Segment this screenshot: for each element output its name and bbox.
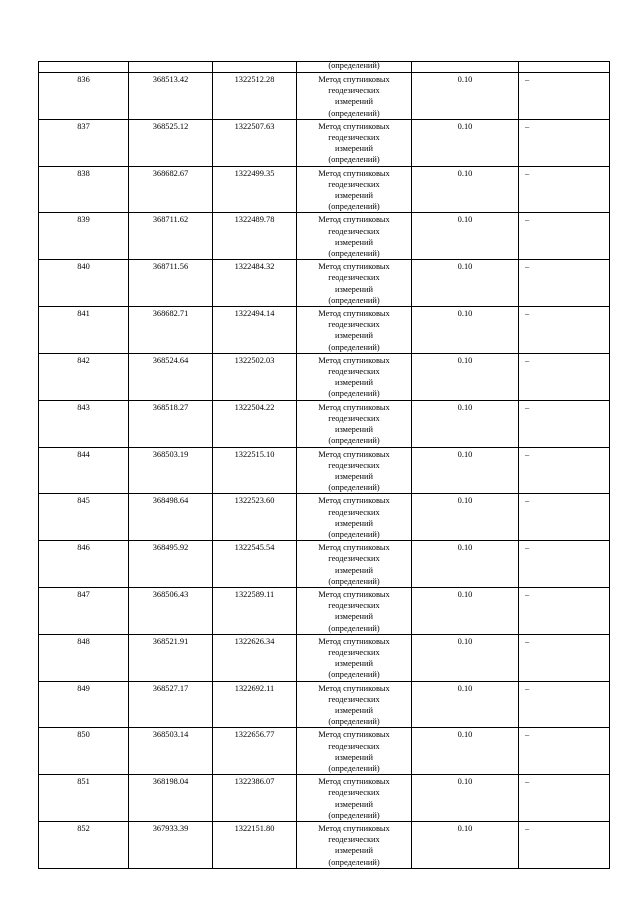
cell-precision (412, 62, 519, 73)
cell-note: – (519, 307, 610, 354)
cell-point-number: 840 (39, 260, 129, 307)
method-line: измерений (334, 471, 374, 481)
cell-method (297, 822, 412, 869)
method-line: измерений (334, 331, 374, 341)
cell-precision: 0.10 (412, 587, 519, 634)
cell-note (519, 62, 610, 73)
cell-x: 368525.12 (129, 119, 213, 166)
cell-note: – (519, 541, 610, 588)
table-row (39, 728, 610, 775)
cell-note: – (519, 681, 610, 728)
cell-note: – (519, 119, 610, 166)
cell-point-number: 836 (39, 73, 129, 120)
method-line: Метод спутниковых (318, 309, 390, 319)
cell-point-number: 847 (39, 587, 129, 634)
method-line: (определений) (328, 483, 380, 493)
method-line: Метод спутниковых (318, 75, 390, 84)
method-line: геодезических (328, 413, 380, 423)
method-line: Метод спутниковых (318, 824, 390, 833)
cell-note: – (519, 73, 610, 120)
cell-precision: 0.10 (412, 634, 519, 681)
cell-x: 368503.14 (129, 728, 213, 775)
cell-precision: 0.10 (412, 728, 519, 775)
cell-precision: 0.10 (412, 119, 519, 166)
cell-point-number: 852 (39, 822, 129, 869)
method-line: (определений) (328, 436, 380, 446)
table-row (39, 587, 610, 634)
method-line: измерений (334, 191, 374, 201)
table-row (39, 541, 610, 588)
method-line: Метод спутниковых (318, 730, 390, 740)
method-line: Метод спутниковых (318, 262, 390, 272)
cell-y: 1322386.07 (213, 775, 297, 822)
method-line: геодезических (328, 694, 380, 704)
cell-method (297, 447, 412, 494)
cell-x: 368503.19 (129, 447, 213, 494)
cell-x (129, 62, 213, 73)
table-row (39, 213, 610, 260)
cell-point-number: 841 (39, 307, 129, 354)
method-line: геодезических (328, 179, 380, 189)
cell-y: 1322692.11 (213, 681, 297, 728)
method-line: измерений (334, 518, 374, 528)
cell-method (297, 541, 412, 588)
method-line: (определений) (328, 670, 380, 680)
cell-point-number (39, 62, 129, 73)
method-line: измерений (334, 378, 374, 388)
cell-method (297, 307, 412, 354)
method-line: измерений (334, 705, 374, 715)
method-line: геодезических (328, 86, 380, 96)
cell-method (297, 400, 412, 447)
cell-x: 368198.04 (129, 775, 213, 822)
cell-method (297, 587, 412, 634)
method-line: (определений) (328, 249, 380, 259)
cell-point-number: 849 (39, 681, 129, 728)
table-row (39, 307, 610, 354)
cell-point-number: 850 (39, 728, 129, 775)
method-line: (определений) (328, 623, 380, 633)
cell-y: 1322626.34 (213, 634, 297, 681)
cell-note: – (519, 166, 610, 213)
cell-precision: 0.10 (412, 307, 519, 354)
cell-note: – (519, 587, 610, 634)
table-row (39, 634, 610, 681)
cell-method (297, 73, 412, 120)
method-line: (определений) (328, 810, 380, 820)
cell-precision: 0.10 (412, 541, 519, 588)
method-line: геодезических (328, 133, 380, 143)
method-line: геодезических (328, 460, 380, 470)
method-line: измерений (334, 565, 374, 575)
method-line: измерений (334, 846, 374, 856)
cell-note: – (519, 213, 610, 260)
method-line: геодезических (328, 647, 380, 657)
cell-y: 1322502.03 (213, 353, 297, 400)
method-line: Метод спутниковых (318, 168, 390, 178)
method-line: геодезических (328, 320, 380, 330)
method-line: (определений) (328, 389, 380, 399)
cell-note: – (519, 494, 610, 541)
cell-y: 1322489.78 (213, 213, 297, 260)
cell-x: 368513.42 (129, 73, 213, 120)
method-line: геодезических (328, 367, 380, 377)
cell-point-number: 842 (39, 353, 129, 400)
cell-point-number: 851 (39, 775, 129, 822)
method-line: геодезических (328, 601, 380, 611)
cell-point-number: 838 (39, 166, 129, 213)
cell-y: 1322507.63 (213, 119, 297, 166)
cell-x: 367933.39 (129, 822, 213, 869)
cell-y: 1322494.14 (213, 307, 297, 354)
cell-note: – (519, 447, 610, 494)
method-tail: (определений) (328, 61, 380, 70)
method-line: (определений) (328, 717, 380, 727)
cell-precision: 0.10 (412, 494, 519, 541)
method-line: Метод спутниковых (318, 496, 390, 506)
cell-note: – (519, 260, 610, 307)
cell-point-number: 846 (39, 541, 129, 588)
cell-y: 1322504.22 (213, 400, 297, 447)
method-line: измерений (334, 425, 374, 435)
table-row-continued (39, 62, 610, 73)
method-line: (определений) (328, 295, 380, 305)
cell-x: 368495.92 (129, 541, 213, 588)
cell-y: 1322512.28 (213, 73, 297, 120)
table-row (39, 166, 610, 213)
table-row (39, 494, 610, 541)
cell-precision: 0.10 (412, 260, 519, 307)
cell-precision: 0.10 (412, 447, 519, 494)
method-line: (определений) (328, 108, 380, 118)
method-line: геодезических (328, 741, 380, 751)
cell-precision: 0.10 (412, 822, 519, 869)
cell-precision: 0.10 (412, 681, 519, 728)
cell-note: – (519, 634, 610, 681)
method-line: (определений) (328, 857, 380, 867)
method-line: геодезических (328, 273, 380, 283)
cell-y: 1322499.35 (213, 166, 297, 213)
cell-y: 1322523.60 (213, 494, 297, 541)
cell-y: 1322656.77 (213, 728, 297, 775)
method-line: измерений (334, 799, 374, 809)
method-line: измерений (334, 144, 374, 154)
cell-method (297, 634, 412, 681)
cell-x: 368527.17 (129, 681, 213, 728)
cell-precision: 0.10 (412, 166, 519, 213)
cell-note: – (519, 728, 610, 775)
cell-point-number: 837 (39, 119, 129, 166)
method-line: (определений) (328, 342, 380, 352)
method-line: геодезических (328, 507, 380, 517)
cell-note: – (519, 822, 610, 869)
table-row (39, 400, 610, 447)
cell-y: 1322484.32 (213, 260, 297, 307)
table-row (39, 775, 610, 822)
cell-note: – (519, 775, 610, 822)
table-row (39, 119, 610, 166)
cell-precision: 0.10 (412, 73, 519, 120)
cell-method (297, 213, 412, 260)
method-line: измерений (334, 97, 374, 107)
cell-method (297, 728, 412, 775)
cell-x: 368711.62 (129, 213, 213, 260)
cell-method (297, 119, 412, 166)
method-line: Метод спутниковых (318, 683, 390, 693)
table-row (39, 447, 610, 494)
cell-x: 368524.64 (129, 353, 213, 400)
cell-y: 1322151.80 (213, 822, 297, 869)
cell-x: 368498.64 (129, 494, 213, 541)
method-line: Метод спутниковых (318, 777, 390, 787)
cell-x: 368711.56 (129, 260, 213, 307)
cell-note: – (519, 353, 610, 400)
table-row (39, 681, 610, 728)
method-line: Метод спутниковых (318, 589, 390, 599)
cell-method (297, 681, 412, 728)
cell-precision: 0.10 (412, 213, 519, 260)
table-row (39, 73, 610, 120)
table-row (39, 822, 610, 869)
method-line: (определений) (328, 202, 380, 212)
cell-note: – (519, 400, 610, 447)
cell-method (297, 62, 412, 73)
table-body (39, 62, 610, 869)
cell-y: 1322589.11 (213, 587, 297, 634)
cell-method (297, 260, 412, 307)
method-line: измерений (334, 752, 374, 762)
method-line: Метод спутниковых (318, 402, 390, 412)
cell-x: 368682.71 (129, 307, 213, 354)
method-line: Метод спутниковых (318, 449, 390, 459)
method-line: измерений (334, 284, 374, 294)
cell-point-number: 839 (39, 213, 129, 260)
cell-point-number: 845 (39, 494, 129, 541)
cell-x: 368506.43 (129, 587, 213, 634)
method-line: геодезических (328, 554, 380, 564)
cell-method (297, 775, 412, 822)
method-line: Метод спутниковых (318, 543, 390, 553)
method-line: (определений) (328, 576, 380, 586)
coordinates-table (38, 61, 610, 869)
method-line: геодезических (328, 835, 380, 845)
cell-x: 368521.91 (129, 634, 213, 681)
method-line: Метод спутниковых (318, 636, 390, 646)
method-line: геодезических (328, 226, 380, 236)
cell-method (297, 494, 412, 541)
cell-precision: 0.10 (412, 353, 519, 400)
cell-y: 1322545.54 (213, 541, 297, 588)
cell-point-number: 843 (39, 400, 129, 447)
method-line: Метод спутниковых (318, 121, 390, 131)
cell-y: 1322515.10 (213, 447, 297, 494)
method-line: геодезических (328, 788, 380, 798)
method-line: измерений (334, 612, 374, 622)
method-line: Метод спутниковых (318, 355, 390, 365)
method-line: (определений) (328, 155, 380, 165)
cell-precision: 0.10 (412, 400, 519, 447)
method-line: Метод спутниковых (318, 215, 390, 225)
cell-method (297, 166, 412, 213)
cell-y (213, 62, 297, 73)
cell-precision: 0.10 (412, 775, 519, 822)
table-row (39, 260, 610, 307)
table-row (39, 353, 610, 400)
cell-x: 368518.27 (129, 400, 213, 447)
method-line: (определений) (328, 529, 380, 539)
cell-x: 368682.67 (129, 166, 213, 213)
method-line: (определений) (328, 763, 380, 773)
cell-point-number: 844 (39, 447, 129, 494)
method-line: измерений (334, 659, 374, 669)
cell-point-number: 848 (39, 634, 129, 681)
method-line: измерений (334, 237, 374, 247)
cell-method (297, 353, 412, 400)
